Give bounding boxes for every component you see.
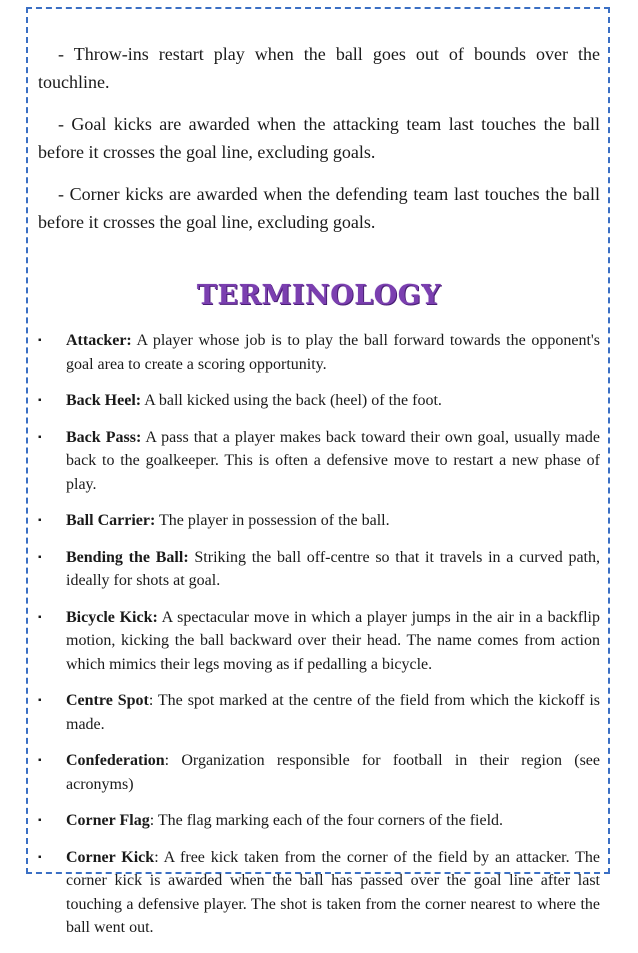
term-label: Corner Flag bbox=[66, 812, 150, 829]
term-item-corner-flag bbox=[38, 809, 600, 833]
terminology-list bbox=[38, 329, 600, 940]
intro-paragraph-corner-kicks: - Corner kicks are awarded when the defending team last touches the ball before it crosses the goal line, excluding goals. bbox=[38, 184, 600, 232]
bullet-icon: ▪ bbox=[38, 551, 42, 563]
term-item-bicycle-kick bbox=[38, 606, 600, 677]
term-definition: : A free kick taken from the corner of the field by an attacker. The corner kick is awarded when the ball has passed over the goal line after last touching a defensive player. The shot is taken from the corner nearest to where the ball went out. bbox=[66, 848, 601, 936]
term-definition: A spectacular move in which a player jumps in the air in a backflip motion, kicking the ball backward over their head. The name comes from action which mimics their legs moving as if pedalling a bicycle. bbox=[66, 608, 600, 673]
bullet-icon: ▪ bbox=[38, 431, 42, 443]
bullet-icon: ▪ bbox=[38, 755, 42, 766]
bullet-icon: ▪ bbox=[38, 395, 42, 406]
term-item-confederation bbox=[38, 749, 600, 796]
term-definition: A pass that a player makes back toward their own goal, usually made back to the goalkeeper. This is often a defensive move to restart a new phase of play. bbox=[66, 428, 600, 493]
term-definition: The player in possession of the ball. bbox=[155, 512, 390, 529]
term-item-ball-carrier bbox=[38, 509, 600, 533]
bullet-icon: ▪ bbox=[38, 695, 42, 706]
bullet-icon: ▪ bbox=[38, 611, 42, 623]
term-label: Bicycle Kick: bbox=[66, 608, 158, 626]
term-definition: A player whose job is to play the ball forward towards the opponent's goal area to create a scoring opportunity. bbox=[66, 332, 600, 373]
bullet-icon: ▪ bbox=[38, 515, 42, 526]
page-content bbox=[38, 40, 600, 953]
term-label: Corner Kick bbox=[66, 848, 155, 866]
term-item-centre-spot bbox=[38, 689, 600, 736]
term-definition: : The flag marking each of the four corners of the field. bbox=[149, 812, 504, 829]
bullet-icon: ▪ bbox=[38, 851, 42, 863]
term-item-corner-kick bbox=[38, 846, 600, 940]
intro-paragraph-throw-ins: - Throw-ins restart play when the ball goes out of bounds over the touchline. bbox=[38, 44, 600, 92]
section-heading: TERMINOLOGY bbox=[196, 280, 442, 311]
term-label: Confederation bbox=[66, 752, 165, 769]
term-label: Attacker: bbox=[66, 332, 132, 349]
term-item-attacker bbox=[38, 329, 600, 376]
term-definition: : Organization responsible for football in their region (see acronyms) bbox=[66, 752, 600, 793]
term-label: Back Heel: bbox=[66, 392, 142, 409]
bullet-icon: ▪ bbox=[38, 815, 42, 826]
intro-paragraph-goal-kicks: - Goal kicks are awarded when the attacking team last touches the ball before it crosses the goal line, excluding goals. bbox=[38, 114, 600, 162]
term-item-back-pass bbox=[38, 426, 600, 497]
term-label: Bending the Ball: bbox=[66, 548, 189, 566]
term-item-back-heel bbox=[38, 389, 600, 413]
term-definition: : The spot marked at the centre of the field from which the kickoff is made. bbox=[66, 692, 601, 733]
term-definition: A ball kicked using the back (heel) of the foot. bbox=[141, 392, 442, 409]
term-label: Ball Carrier: bbox=[66, 512, 156, 529]
term-item-bending-the-ball bbox=[38, 546, 600, 593]
bullet-icon: ▪ bbox=[38, 335, 42, 346]
term-definition: Striking the ball off-centre so that it travels in a curved path, ideally for shots at goal. bbox=[66, 548, 600, 589]
term-label: Centre Spot bbox=[66, 692, 149, 709]
term-label: Back Pass: bbox=[66, 428, 142, 446]
